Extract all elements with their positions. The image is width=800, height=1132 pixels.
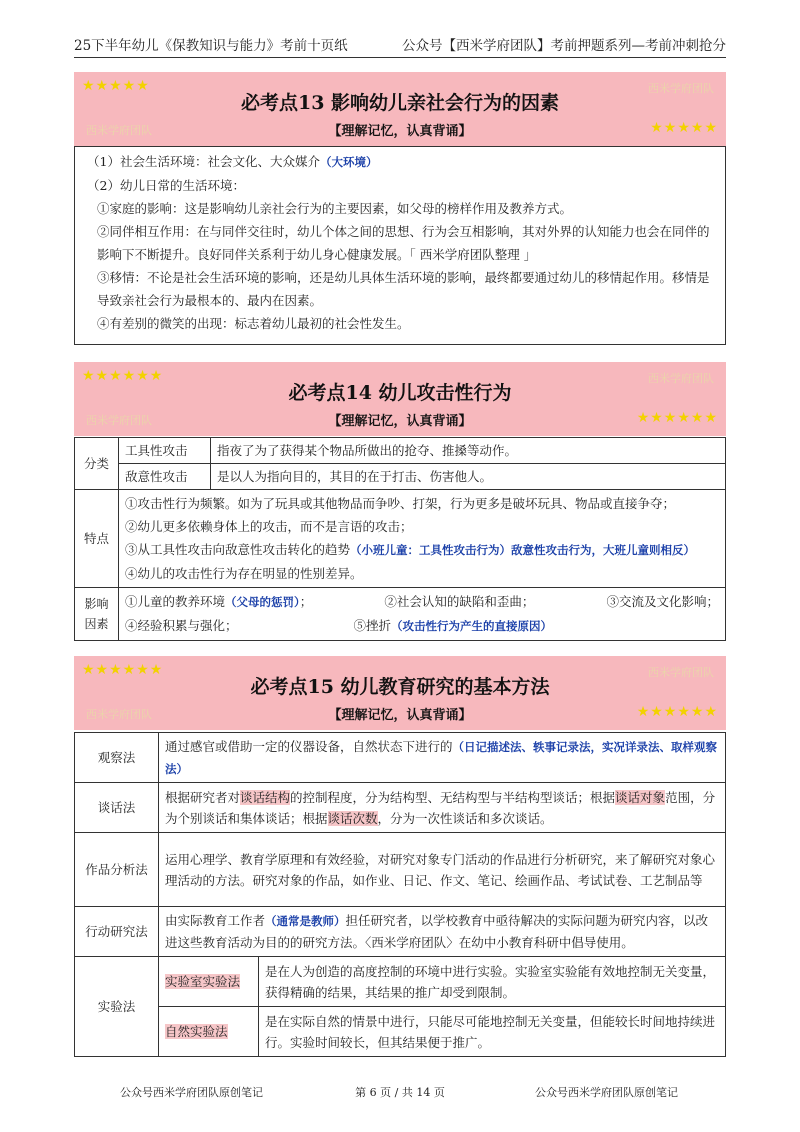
stars-icon: ★★★★★★ [82, 368, 164, 384]
action-text: 由实际教育工作者（通常是教师）担任研究者，以学校教育中亟待解决的实际问题为研究内容，以改进这些教育活动为目的的研究方法。〈西米学府团队〉在幼中小教育科研中倡导使用。 [159, 907, 726, 957]
works-label: 作品分析法 [75, 833, 159, 907]
lab-experiment-label: 实验室实验法 [159, 957, 259, 1007]
factor-item: ②社会认知的缺陷和歪曲； [384, 594, 535, 609]
works-text: 运用心理学、教育学原理和有效经验，对研究对象专门活动的作品进行分析研究，来了解研究对象心理活动的方法。研究对象的作品，如作业、日记、作文、笔记、绘画作品、考试试卷、工艺制品等 [159, 833, 726, 907]
watermark: 西米学府团队 [648, 666, 714, 679]
watermark: 西米学府团队 [648, 372, 714, 385]
line: ③移情：不论是社会生活环境的影响，还是幼儿具体生活环境的影响，最终都要通过幼儿的移情起作用。移情是导致亲社会行为最根本的、最内在因素。 [97, 270, 710, 308]
stars-icon: ★★★★★ [82, 78, 150, 94]
hostile-label: 敌意性攻击 [119, 464, 211, 490]
section14-banner [74, 362, 726, 436]
feature-item: ③从工具性攻击向敌意性攻击转化的趋势（小班儿童：工具性攻击行为）敌意性攻击行为，大班儿童则相反） [125, 542, 696, 557]
classify-label: 分类 [75, 438, 119, 490]
section14-subtitle: 【理解记忆，认真背诵】 [328, 414, 472, 429]
features-cell [119, 490, 726, 588]
factors-label: 影响因素 [75, 588, 119, 641]
watermark: 西米学府团队 [86, 124, 152, 137]
page-header [74, 34, 726, 58]
natural-experiment-label: 自然实验法 [159, 1007, 259, 1057]
experiment-label: 实验法 [75, 957, 159, 1057]
instrumental-text: 指夜了为了获得某个物品所做出的抢夺、推搡等动作。 [211, 438, 726, 464]
section14-table [74, 437, 726, 641]
footer-right: 公众号西米学府团队原创笔记 [535, 1086, 678, 1099]
line: ②同伴相互作用：在与同伴交往时，幼儿个体之间的思想、行为会互相影响，其对外界的认知能力也会在同伴的影响下不断提升。良好同伴关系利于幼儿身心健康发展。「 西米学府团队整理 」 [97, 224, 710, 262]
section13-banner [74, 72, 726, 146]
line: （1）社会生活环境：社会文化、大众媒介（大环境） [87, 154, 378, 169]
feature-item: ②幼儿更多依赖身体上的攻击，而不是言语的攻击； [125, 519, 413, 534]
factor-item: ④经验积累与强化； [125, 618, 238, 633]
section15-subtitle: 【理解记忆，认真背诵】 [328, 708, 472, 723]
factor-item: ①儿童的教养环境（父母的惩罚）； [125, 594, 313, 609]
header-left: 25下半年幼儿《保教知识与能力》考前十页纸 [74, 38, 348, 54]
section14-title: 必考点14 幼儿攻击性行为 [288, 382, 512, 404]
line: ①家庭的影响：这是影响幼儿亲社会行为的主要因素，如父母的榜样作用及教养方式。 [97, 201, 573, 216]
line: （2）幼儿日常的生活环境： [87, 178, 245, 193]
section13-content [74, 146, 726, 345]
stars-icon: ★★★★★ [650, 120, 718, 136]
stars-icon: ★★★★★★ [82, 662, 164, 678]
footer-left: 公众号西米学府团队原创笔记 [120, 1086, 263, 1099]
factor-item: ⑤挫折（攻击性行为产生的直接原因） [353, 618, 553, 633]
watermark: 西米学府团队 [86, 414, 152, 427]
features-label: 特点 [75, 490, 119, 588]
feature-item: ①攻击性行为频繁。如为了玩具或其他物品而争吵、打架，行为更多是破坏玩具、物品或直接争夺； [125, 496, 676, 511]
observe-label: 观察法 [75, 733, 159, 783]
action-label: 行动研究法 [75, 907, 159, 957]
factor-item: ③交流及文化影响； [606, 594, 719, 609]
feature-item: ④幼儿的攻击性行为存在明显的性别差异。 [125, 566, 363, 581]
interview-text: 根据研究者对谈话结构的控制程度，分为结构型、无结构型与半结构型谈话；根据谈话对象范围，分为个别谈话和集体谈话；根据谈话次数，分为一次性谈话和多次谈话。 [159, 783, 726, 833]
header-right: 公众号【西米学府团队】考前押题系列—考前冲刺抢分 [402, 38, 726, 54]
section13-subtitle: 【理解记忆，认真背诵】 [328, 124, 472, 139]
natural-experiment-text: 是在实际自然的情景中进行，只能尽可能地控制无关变量，但能较长时间地持续进行。实验时间较长，但其结果便于推广。 [259, 1007, 726, 1057]
stars-icon: ★★★★★★ [636, 704, 718, 720]
watermark: 西米学府团队 [86, 708, 152, 721]
interview-label: 谈话法 [75, 783, 159, 833]
instrumental-label: 工具性攻击 [119, 438, 211, 464]
section15-table [74, 732, 726, 1057]
footer-page-number: 第 6 页 / 共 14 页 [355, 1086, 445, 1099]
observe-text: 通过感官或借助一定的仪器设备，自然状态下进行的（日记描述法、轶事记录法，实况详录法、取样观察法） [159, 733, 726, 783]
section15-banner [74, 656, 726, 730]
stars-icon: ★★★★★★ [636, 410, 718, 426]
hostile-text: 是以人为指向目的，其目的在于打击、伤害他人。 [211, 464, 726, 490]
lab-experiment-text: 是在人为创造的高度控制的环境中进行实验。实验室实验能有效地控制无关变量，获得精确的结果，其结果的推广却受到限制。 [259, 957, 726, 1007]
section13-title: 必考点13 影响幼儿亲社会行为的因素 [240, 92, 560, 114]
watermark: 西米学府团队 [648, 82, 714, 95]
line: ④有差别的微笑的出现：标志着幼儿最初的社会性发生。 [97, 316, 410, 331]
section15-title: 必考点15 幼儿教育研究的基本方法 [250, 676, 550, 698]
factors-cell [119, 588, 726, 641]
